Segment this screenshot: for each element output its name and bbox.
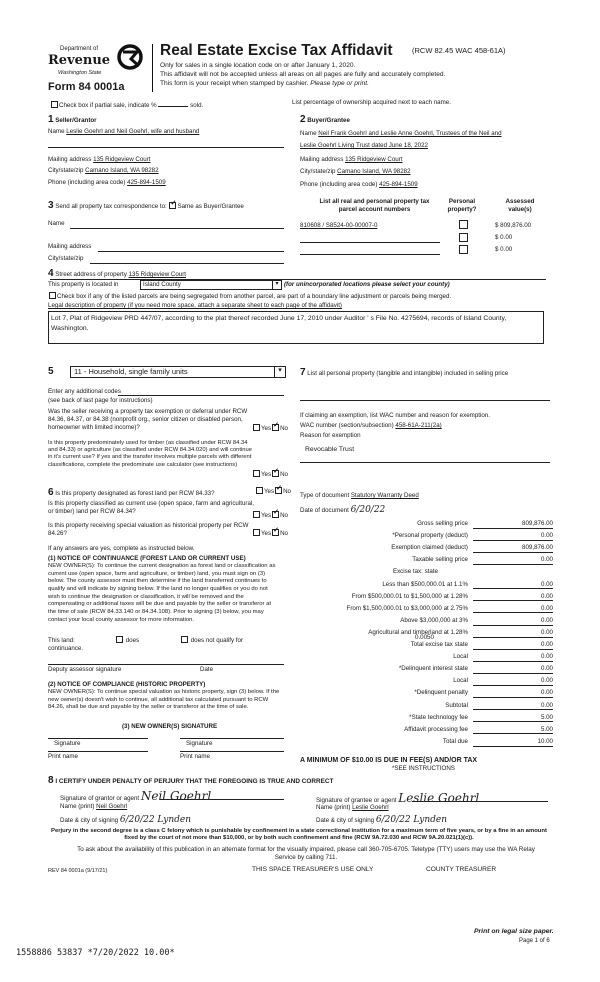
yes-checkbox[interactable]: [253, 424, 260, 431]
treasurer-use: THIS SPACE TREASURER'S USE ONLY: [252, 866, 374, 873]
doc-type-row: Type of document Statutory Warranty Deed: [300, 492, 419, 499]
dept-state: Washington State: [58, 70, 102, 76]
personal-property-checkbox[interactable]: [458, 220, 469, 231]
tax-row-value[interactable]: 809,876.00: [473, 544, 553, 553]
owner-sig-label: Signature: [186, 740, 213, 747]
seller-city-row: City/state/zip Camano Island, WA 98282: [48, 167, 159, 174]
tax-row-value[interactable]: 0.00: [473, 689, 553, 698]
form-title-code: (RCW 82.45 WAC 458-61A): [412, 46, 506, 55]
located-in-row: This property is located in: [48, 281, 119, 288]
tax-row-label: Taxable selling price: [412, 556, 468, 564]
tax-row-value[interactable]: 0.00: [473, 653, 553, 662]
chevron-down-icon: ▾: [274, 367, 285, 377]
county-select[interactable]: Island County ▾: [140, 280, 282, 290]
header-divider: [152, 44, 153, 92]
tax-row-label: Subtotal: [445, 701, 468, 709]
tax-row-value[interactable]: 0.00: [473, 677, 553, 686]
no-checkbox[interactable]: [275, 487, 282, 494]
grantee-signature: Leslie Goehrl: [398, 791, 480, 805]
q-forest: 6 Is this property designated as forest land per RCW 84.33?: [48, 487, 215, 498]
does-not-option: does not qualify for: [180, 636, 243, 645]
continuance-label: continuance.: [48, 645, 84, 652]
property-street[interactable]: 135 Ridgeview Court: [128, 271, 187, 278]
new-owner-sig-title: (3) NEW OWNER(S) SIGNATURE: [122, 723, 218, 730]
tax-row-value[interactable]: 0.00: [473, 641, 553, 650]
recording-stamp: 1558886 53837 *7/20/2022 10.00*: [16, 948, 175, 958]
tax-row-label: Gross selling price: [417, 520, 468, 527]
this-land-label: This land:: [48, 637, 75, 644]
q-exemption-answers: Yes✓ No: [252, 424, 288, 433]
tax-row-label: From $1,500,000.01 to $3,000,000 at 2.75%: [346, 604, 468, 612]
minimum-due: A MINIMUM OF $10.00 IS DUE IN FEE(S) AND/OR TAX: [300, 757, 478, 764]
tax-row: [300, 737, 553, 749]
revision: REV 84 0001a (9/17/21): [48, 868, 108, 874]
grantee-date[interactable]: 6/20/22 Lynden: [375, 815, 447, 825]
property-street-line: [50, 279, 546, 280]
tax-row: [300, 652, 553, 664]
does-not-checkbox[interactable]: [181, 636, 188, 643]
tax-row-value[interactable]: 0.00: [473, 556, 553, 565]
grantor-name[interactable]: Neil Goehrl: [96, 803, 128, 810]
seller-name-row: Name Leslie Goehrl and Neil Goehrl, wife and husband: [48, 128, 200, 135]
use-code-select[interactable]: 11 - Household, single family units ▾: [70, 366, 286, 378]
reason-line: [300, 462, 550, 463]
tax-row-label: Exemption claimed (deduct): [391, 544, 468, 552]
tax-row-value[interactable]: 0.00: [473, 617, 553, 626]
tax-row-value[interactable]: 0.00: [473, 702, 553, 711]
partial-sale-row: Check box if partial sale, indicate % sold.: [50, 101, 203, 110]
seller-mailing-row: Mailing address 135 Ridgeview Court: [48, 156, 151, 163]
tax-row-label: *Personal property (deduct): [392, 532, 468, 540]
grantor-name-row: Name (print) Neil Goehrl: [60, 803, 128, 810]
tax-row-label: Above $3,000,000 at 3%: [400, 616, 468, 624]
tax-row: [300, 616, 553, 628]
tax-row-label: Agricultural and timberland at 1.28%: [368, 628, 468, 636]
owner-print-label: Print name: [48, 753, 78, 760]
partial-sale-checkbox[interactable]: [51, 101, 58, 108]
parcel-value: $ 0.00: [495, 246, 513, 253]
tax-row-value[interactable]: 809,876.00: [473, 520, 553, 529]
section5-num: 5: [48, 366, 54, 377]
certify-row: 8 I CERTIFY UNDER PENALTY OF PERJURY THAT THE FOREGOING IS TRUE AND CORRECT: [48, 775, 334, 786]
parcels-col3: Assessed value(s): [505, 198, 535, 213]
grantor-date[interactable]: 6/20/22 Lynden: [119, 815, 191, 825]
buyer-heading: 2 Buyer/Grantee: [300, 114, 350, 125]
page-number: Page 1 of 6: [519, 938, 550, 944]
owner-sig-line: [180, 738, 284, 739]
q-timber-answers: Yes✓ No: [252, 470, 288, 479]
grantor-date-row: Date & city of signing 6/20/22 Lynden: [60, 815, 191, 825]
see-back: (see back of last page for instructions): [48, 397, 153, 404]
tax-row: [300, 567, 553, 579]
buyer-name-line1[interactable]: Neil Frank Goehrl and Leslie Anne Goehrl, Trustees of the Neil and: [318, 130, 502, 137]
seller-name-line2: [48, 147, 284, 148]
seller-phone-row: Phone (including area code) 425-894-1509: [48, 179, 166, 186]
reason-label: Reason for exemption: [300, 432, 361, 439]
grantee-sig-row: Signature of grantee or agent Leslie Goehrl: [316, 791, 480, 805]
tax-row: [300, 701, 553, 713]
buyer-mailing-row: Mailing address 135 Ridgeview Court: [300, 156, 403, 163]
owner-sig-line: [48, 738, 148, 739]
seller-mailing[interactable]: 135 Ridgeview Court: [93, 156, 151, 163]
tax-row: [300, 604, 553, 616]
same-as-buyer-checkbox[interactable]: [169, 202, 176, 209]
form-title: Real Estate Excise Tax Affidavit: [160, 42, 393, 59]
grantor-signature: Neil Goehrl: [140, 789, 212, 803]
tax-row-label: Local: [453, 677, 468, 685]
correspondence-name-label: Name: [48, 220, 65, 227]
tax-row-label: Affidavit processing fee: [404, 725, 468, 733]
tax-row-value[interactable]: 5.00: [473, 714, 553, 723]
notice1-title: (1) NOTICE OF CONTINUANCE (FOREST LAND OR CURRENT USE): [48, 555, 246, 562]
doc-type[interactable]: Statutory Warranty Deed: [350, 492, 419, 499]
tax-row: [300, 713, 553, 725]
notice2-title: (2) NOTICE OF COMPLIANCE (HISTORIC PROPERTY): [48, 681, 206, 688]
reason-value[interactable]: Revocable Trust: [305, 446, 355, 453]
seller-heading: 1 Seller/Grantor: [48, 114, 97, 125]
correspondence-heading: 3 Send all property tax correspondence to: ✓ Same as Buyer/Grantee: [48, 200, 244, 213]
parcels-col2: Personal property?: [447, 198, 477, 213]
buyer-phone[interactable]: 425-894-1509: [379, 181, 418, 188]
yes-checkbox[interactable]: [253, 511, 260, 518]
buyer-city[interactable]: Camano Island, WA 98282: [337, 168, 411, 175]
tax-row: [300, 664, 553, 676]
see-instructions: *SEE INSTRUCTIONS: [392, 765, 455, 772]
form-number: Form 84 0001a: [48, 81, 125, 93]
q-current-use: Is this property classified as current use (open space, farm and agricultural, or timber) land per RCW 84.34?: [48, 500, 255, 515]
tax-row-label: Total due: [442, 737, 468, 745]
tax-row-label: *Delinquent penalty: [414, 689, 468, 697]
buyer-mailing[interactable]: 135 Ridgeview Court: [345, 156, 403, 163]
tax-row-value[interactable]: 5.00: [473, 726, 553, 735]
correspondence-city-line: [90, 263, 284, 264]
tax-row-value[interactable]: 10.00: [473, 738, 553, 747]
tax-row-value[interactable]: 0.00: [473, 532, 553, 541]
grantee-sig-line: [412, 801, 548, 802]
correspondence-mailing-line: [98, 251, 284, 252]
tax-row-value[interactable]: 0.00: [473, 593, 553, 602]
wac-row: WAC number (section/subsection) 458-61A-211(2a): [300, 422, 442, 429]
q-historical-answers: Yes✓ No: [252, 529, 288, 538]
grantee-name[interactable]: Leslie Goehrl: [352, 804, 389, 811]
q-timber: Is this property predominately used for timber (as classified under RCW 84.34 and 84.33) or agriculture (as classified under RCW 84.34.020) and will continue in it's current use? If yes and the transfer involves multiple parcels with different classifications, complete the predominate use calculator (see instructions): [48, 440, 252, 468]
parcel-value: $ 809,876.00: [495, 222, 532, 229]
doc-date[interactable]: 6/20/22: [350, 505, 386, 515]
header-note-1: Only for sales in a single location code on or after January 1, 2020.: [160, 62, 356, 69]
no-checkbox[interactable]: [272, 470, 279, 477]
accessibility-note: To ask about the availability of this publication in an alternate format for the visually impaired, please call 360-705-6705. Teletype (TTY) users may use the WA Relay Service by calling 711.: [77, 846, 535, 862]
does-checkbox[interactable]: [116, 636, 123, 643]
deputy-date-label: Date: [200, 666, 214, 673]
dept-revenue: Revenue: [48, 53, 111, 68]
parcel-row: 810608 / S8524-00-00007-0: [300, 222, 378, 229]
if-yes-note: If any answers are yes, complete as instructed below.: [48, 545, 195, 552]
buyer-name-row: Name Neil Frank Goehrl and Leslie Anne Goehrl, Trustees of the Neil and: [300, 130, 502, 137]
buyer-city-row: City/state/zip Camano Island, WA 98282: [300, 168, 411, 175]
doc-date-row: Date of document 6/20/22: [300, 505, 386, 515]
notice1-body: NEW OWNER(S): To continue the current designation as forest land or classification as current use (open space, farm and agriculture, or timber) land, you must sign on (3) below. The county assessor must then determine if the land transferred continues to qualify and will indicate by signing below. If the land no longer qualifies or you do not wish to continue the designation or classification, it will be removed and the compensating or additional taxes will be due and payable by the seller or transferor at the time of sale (RCW 84.33.140 or 84.34.108). Prior to signing (3) below, you may contact your local county assessor for more information.: [48, 563, 276, 623]
tax-row: [300, 555, 553, 567]
tax-row-value[interactable]: 0.00: [473, 629, 553, 638]
perjury-note: Perjury in the second degree is a class C felony which is punishable by confinement in a state correctional institution for a maximum term of five years, or by a fine in an amount fixed by the court of not more than $10,000, or by both such confinement and fine (RCW 9A.72.030 and RCW 9A.20.021(1)(c)).: [51, 828, 547, 842]
additional-codes: Enter any additional codes: [48, 388, 121, 395]
notice2-body: NEW OWNER(S): To continue special valuation as historic property, sign (3) below. If the new owner(s) doesn't wish to continue, all additional tax calculated pursuant to RCW 84.26, shall be due and payable by the seller or transferor at the time of sale.: [48, 689, 280, 711]
grantor-sig-row: Signature of grantor or agent Neil Goehrl: [60, 789, 212, 803]
parcel-row-line: [300, 254, 440, 255]
tax-row: [300, 519, 553, 531]
tax-row-label: *State technology fee: [409, 713, 468, 721]
personal-property-line: [300, 400, 550, 401]
parcel-row-line: [300, 242, 440, 243]
no-checkbox[interactable]: [272, 511, 279, 518]
segregated-checkbox[interactable]: [49, 292, 56, 299]
deputy-sig-line: [48, 664, 284, 665]
tax-row: [300, 580, 553, 592]
legal-label: Legal description of property (if you need more space, attach a separate sheet to each page of the affidavit): [48, 302, 342, 309]
q-current-use-answers: Yes✓ No: [252, 511, 288, 520]
segregated-row: Check box if any of the listed parcels are being segregated from another parcel, are part of a boundary line adjustment or parcels being merged.: [48, 292, 451, 301]
local-rate: 0.0050: [415, 634, 434, 641]
tax-row-value[interactable]: 0.00: [473, 665, 553, 674]
tax-row: [300, 688, 553, 700]
personal-property-checkbox[interactable]: [458, 233, 469, 244]
owner-sig-label: Signature: [54, 740, 81, 747]
grantor-sig-line: [160, 799, 284, 800]
does-option: does: [115, 636, 139, 645]
property-street-row: 4 Street address of property 135 Ridgeview Court: [48, 268, 187, 279]
correspondence-mailing-label: Mailing address: [48, 243, 92, 250]
yes-checkbox[interactable]: [256, 487, 263, 494]
revenue-logo-icon: [117, 42, 143, 72]
exemption-claim: If claiming an exemption, list WAC number and reason for exemption.: [300, 412, 490, 419]
parcel-value: $ 0.00: [495, 234, 513, 241]
q-historical: Is this property receiving special valuation as historical property per RCW 84.26?: [48, 522, 249, 537]
tax-row-label: Local: [453, 653, 468, 661]
tax-row-label: Total excise tax state: [410, 641, 468, 648]
tax-row-label: From $500,000.01 to $1,500,000 at 1.28%: [351, 592, 468, 600]
tax-row-label: *Delinquent interest state: [398, 665, 468, 673]
legal-description[interactable]: Lot 7, Plat of Ridgeview PRD 447/07, according to the plat thereof recorded June 17, 2010 under Auditor ' s File No. 4275694, records of Island County, Washington.: [48, 311, 544, 344]
grantee-date-row: Date & city of signing 6/20/22 Lynden: [316, 815, 447, 825]
buyer-name-line2: Leslie Goehrl Living Trust dated June 18, 2022: [300, 142, 428, 149]
tax-row: [300, 531, 553, 543]
no-checkbox[interactable]: [272, 529, 279, 536]
header-note-3: This form is your receipt when stamped by cashier. Please type or print.: [160, 80, 369, 87]
section7-label: 7 List all personal property (tangible and intangible) included in selling price: [300, 367, 509, 378]
owner-print-label: Print name: [180, 753, 210, 760]
county-treasurer: COUNTY TREASURER: [426, 866, 497, 873]
tax-row: [300, 676, 553, 688]
owner-print-line: [180, 751, 284, 752]
owner-print-line: [48, 751, 148, 752]
yes-checkbox[interactable]: [253, 529, 260, 536]
correspondence-city-label: City/state/zip: [48, 255, 84, 262]
parcels-col1: List all real and personal property tax parcel account numbers: [319, 198, 430, 213]
wac-number[interactable]: 458-61A-211(2a): [395, 422, 442, 429]
q-exemption: Was the seller receiving a property tax exemption or deferral under RCW 84.36, 84.37, or 84.38 (nonprofit org., senior citizen or disabled person, homeowner with limited income)?: [48, 408, 248, 431]
list-percentage-note: List percentage of ownership acquired next to each name.: [292, 99, 451, 106]
unincorporated-note: (for unincorporated locations please select your county): [284, 281, 450, 288]
yes-checkbox[interactable]: [253, 470, 260, 477]
chevron-down-icon: ▾: [272, 281, 281, 289]
legal-paper-note: Print on legal size paper.: [474, 928, 554, 935]
seller-name[interactable]: Leslie Goehrl and Neil Goehrl, wife and husband: [66, 128, 200, 135]
buyer-phone-row: Phone (including area code) 425-894-1509: [300, 181, 418, 188]
no-checkbox[interactable]: [272, 424, 279, 431]
q-forest-answers: Yes✓ No: [255, 487, 291, 496]
additional-codes-line: [118, 395, 284, 396]
dept-line1: Department of: [60, 46, 99, 52]
tax-row-value[interactable]: 0.00: [473, 605, 553, 614]
tax-row: [300, 725, 553, 737]
tax-row: [300, 592, 553, 604]
deputy-sig-label: Deputy assessor signature: [48, 666, 122, 673]
tax-row-value[interactable]: 0.00: [473, 581, 553, 590]
seller-city[interactable]: Camano Island, WA 98282: [85, 167, 159, 174]
tax-row: [300, 543, 553, 555]
tax-row-label: Excise tax: state: [392, 568, 438, 576]
header-note-2: This affidavit will not be accepted unless all areas on all pages are fully and accurately completed.: [160, 71, 446, 78]
personal-property-checkbox[interactable]: [458, 245, 469, 256]
grantee-name-row: Name (print) Leslie Goehrl: [316, 804, 389, 811]
correspondence-name-line: [70, 228, 284, 229]
tax-row-label: Less than $500,000.01 at 1.1%: [382, 580, 468, 588]
seller-phone[interactable]: 425-894-1509: [127, 179, 166, 186]
